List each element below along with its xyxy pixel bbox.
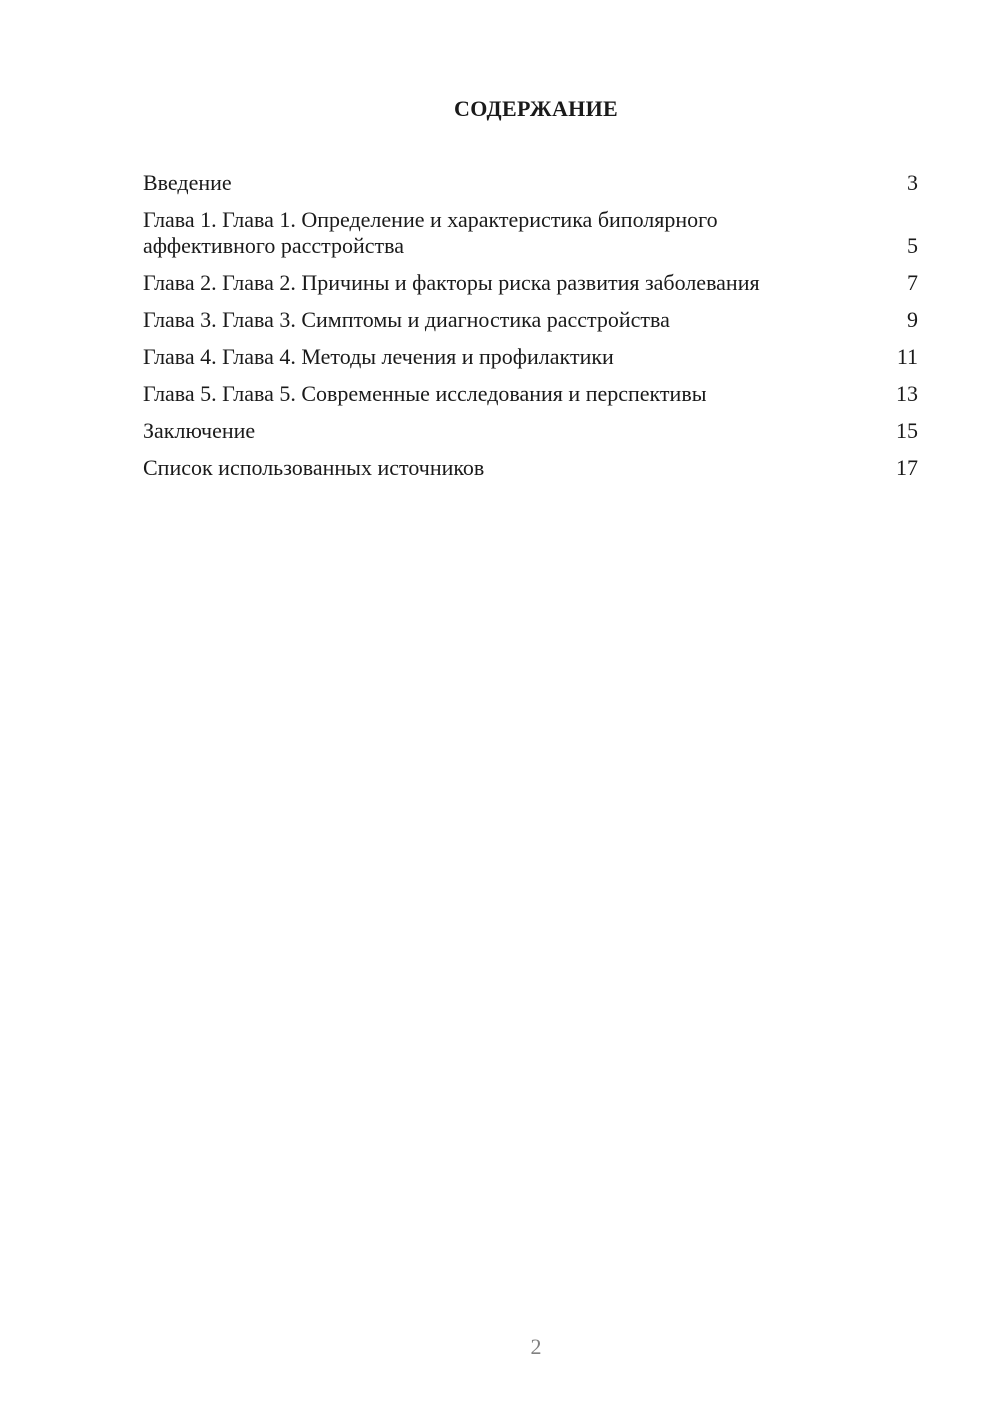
page-title: СОДЕРЖАНИЕ <box>454 96 618 121</box>
toc-entry-title: Глава 5. Глава 5. Современные исследования и перспективы <box>143 381 707 406</box>
toc-entry-chapter-1[interactable] <box>143 207 918 259</box>
toc-entry-chapter-4[interactable] <box>143 344 918 370</box>
toc-entry-title: Введение <box>143 170 232 195</box>
toc-entry-title: Глава 3. Глава 3. Симптомы и диагностика расстройства <box>143 307 670 332</box>
toc-entry-title: Глава 1. Глава 1. Определение и характеристика биполярного аффективного расстройства <box>143 207 718 258</box>
toc-entry-page: 5 <box>907 233 918 258</box>
toc-entry-title: Список использованных источников <box>143 455 485 480</box>
page-number: 2 <box>530 1334 542 1359</box>
toc-entry-references[interactable] <box>143 455 918 481</box>
toc-entry-page: 9 <box>907 307 918 332</box>
toc-entry-conclusion[interactable] <box>143 418 918 444</box>
toc-entry-chapter-2[interactable] <box>143 270 918 296</box>
toc-entry-page: 17 <box>896 455 918 480</box>
toc-entry-title: Глава 4. Глава 4. Методы лечения и профилактики <box>143 344 614 369</box>
toc-entry-chapter-3[interactable] <box>143 307 918 333</box>
toc-entry-title: Глава 2. Глава 2. Причины и факторы риска развития заболевания <box>143 270 760 295</box>
toc-entry-title: Заключение <box>143 418 256 443</box>
toc-entry-introduction[interactable] <box>143 170 918 196</box>
toc-entry-page: 11 <box>896 344 918 369</box>
toc-entry-page: 15 <box>896 418 918 443</box>
toc-entry-page: 3 <box>907 170 918 195</box>
table-of-contents <box>143 170 918 492</box>
toc-entry-page: 7 <box>907 270 918 295</box>
toc-entry-chapter-5[interactable] <box>143 381 918 407</box>
toc-entry-page: 13 <box>896 381 918 406</box>
